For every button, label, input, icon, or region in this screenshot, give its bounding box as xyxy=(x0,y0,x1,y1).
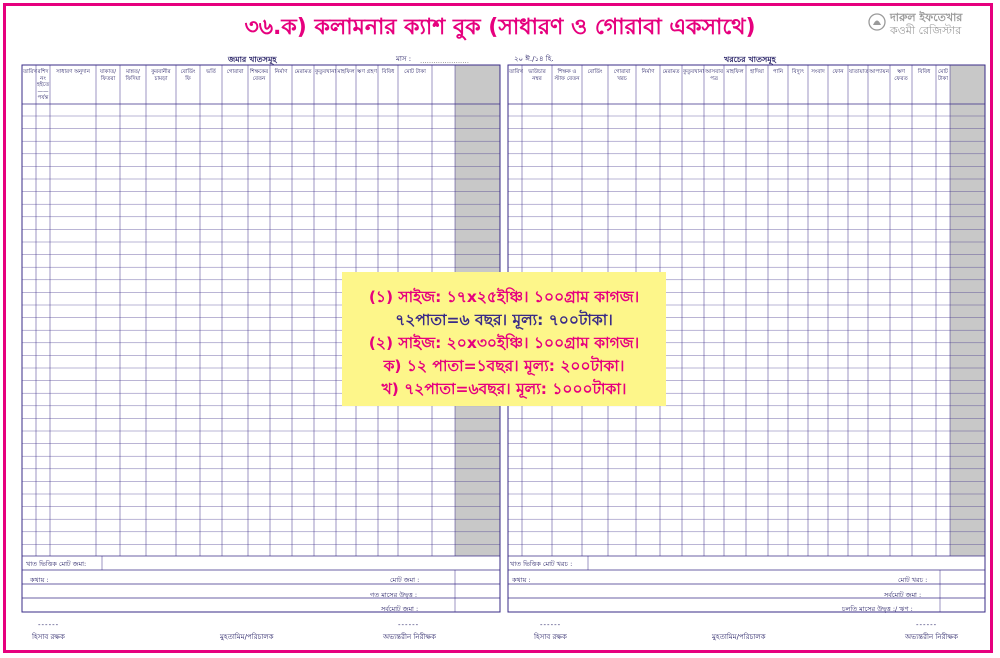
right-column-header: ফোন xyxy=(832,69,844,75)
right-footer-total-label: খাত ভিত্তিক মোট খরচ : xyxy=(510,560,573,568)
right-column-header: পানি xyxy=(772,69,784,75)
right-column-header: আপ্যায়ন xyxy=(869,69,889,75)
sig-auditor-left: অভ্যন্তরীন নিরীক্ষক xyxy=(383,633,436,641)
right-column-header: ভাউচার নম্বর xyxy=(528,69,546,82)
right-column-header: মেরামত xyxy=(662,69,680,75)
left-column-header: যাকাত/ ফিতরা xyxy=(99,69,117,82)
offer-line-2: ৭২পাতা=৬ বছর। মূল্য: ৭০০টাকা। xyxy=(395,311,613,329)
sig-auditor-right: অভ্যন্তরীন নিরীক্ষক xyxy=(905,633,958,641)
right-column-header: বোর্ডিং xyxy=(587,69,603,75)
price-offer-box xyxy=(342,272,666,406)
left-column-header: বোর্ডিং ফি xyxy=(180,69,196,82)
offer-line-5: খ) ৭২পাতা=৬বছর। মূল্য: ১০০০টাকা। xyxy=(381,380,627,398)
left-column-header: শিক্ষকের বেতন xyxy=(249,69,269,82)
left-column-header: মেরামত xyxy=(294,69,312,75)
right-column-header: তারিখ xyxy=(509,69,523,75)
left-column-header: ভর্তি xyxy=(206,69,216,75)
right-column-header: বিদ্যুৎ xyxy=(791,69,805,75)
left-column-header: তারিখ xyxy=(23,69,37,75)
right-column-header: সংবাদ xyxy=(811,69,825,75)
offer-line-4: ক) ১২ পাতা=১বছর। মূল্য: ২০০টাকা। xyxy=(383,357,625,375)
month-dotted-line: ...................... xyxy=(420,57,469,65)
right-column-header: বিবিধ xyxy=(917,69,931,75)
sig-dash-right-3: ------ xyxy=(916,621,938,629)
right-column-header: যাতায়াত xyxy=(849,69,869,75)
left-column-header: নির্মাণ xyxy=(274,69,288,75)
sig-dash-left-1: ------ xyxy=(38,621,60,629)
left-column-header: বিবিধ xyxy=(381,69,395,75)
right-section-title: খরচের খাতসমূহ xyxy=(724,55,776,64)
right-column-header: নির্মাণ xyxy=(641,69,655,75)
offer-line-1: (১) সাইজ: ১৭x২৫ইঞ্চি। ১০০গ্রাম কাগজ। xyxy=(368,288,640,306)
sig-dash-right-1: ------ xyxy=(540,621,562,629)
left-column-header: মান্নত/ ফিদিয়া xyxy=(125,69,141,82)
left-footer-total-label: খাত ভিত্তিক মোট জমা: xyxy=(26,560,87,568)
left-column-header: গোরাবা xyxy=(226,69,244,75)
right-column-header: ঋণ ফেরত xyxy=(894,69,908,82)
left-column-header: ঋণ গ্রহণ xyxy=(357,69,377,75)
right-column-header: গোরাবা খরচ xyxy=(613,69,631,82)
left-column-header: কুরবানীর চামড়া xyxy=(151,69,171,82)
sig-dash-left-3: ------ xyxy=(398,621,420,629)
right-total-label: মোট খরচ : xyxy=(898,576,928,584)
right-total-column-shade xyxy=(950,65,985,556)
left-month-label: মাস : xyxy=(396,55,412,63)
left-column-header: মাহফিল xyxy=(337,69,355,75)
left-grand-total-label: সর্বমোট জমা : xyxy=(381,605,419,613)
right-balance-label: চলতি মাসের উদ্বৃত্ত :/ ঋণ : xyxy=(842,605,913,613)
sig-director-left: মুহতামিম/পরিচালক xyxy=(220,633,274,641)
right-column-header: আসবাব পত্র xyxy=(705,69,723,82)
sig-accountant-left: হিসাব রক্ষক xyxy=(32,633,65,641)
offer-line-3: (২) সাইজ: ২০x৩০ইঞ্চি। ১০০গ্রাম কাগজ। xyxy=(368,334,640,352)
right-column-header: হাদিয়া xyxy=(750,69,764,75)
right-column-header: মাহফিল xyxy=(726,69,744,75)
right-column-header: মোট টাকা xyxy=(937,69,949,82)
left-column-header: মোট টাকা xyxy=(404,69,426,75)
left-column-header: সাধারণ অনুদান xyxy=(56,69,90,75)
left-column-header: কুতুবখানা xyxy=(315,69,337,75)
sig-director-right: মুহতামিম/পরিচালক xyxy=(712,633,766,641)
left-section-title: জমার খাতসমূহ xyxy=(228,55,277,64)
left-words-label: কথায় : xyxy=(30,576,49,584)
right-column-header: কুতুবখানা xyxy=(683,69,705,75)
page-title: ৩৬.ক) কলামনার ক্যাশ বুক (সাধারণ ও গোরাবা একসাথে) xyxy=(244,15,756,40)
right-date-label: ২০ ঈ./১৪ হি. xyxy=(514,55,554,63)
brand-subtitle: কওমী রেজিস্টার xyxy=(890,24,962,37)
sig-accountant-right: হিসাব রক্ষক xyxy=(534,633,567,641)
right-grand-total-label: সর্বমোট জমা : xyxy=(884,591,922,599)
left-prev-balance-label: গত মাসের উদ্বৃত্ত : xyxy=(370,591,418,599)
left-column-header: রশিদ নং হইতে —— পর্যন্ত xyxy=(37,69,50,101)
right-column-header: শিক্ষক ও স্টাফ বেতন xyxy=(554,69,580,82)
brand-name: দারুল ইফতেখার xyxy=(890,11,963,24)
left-total-label: মোট জমা : xyxy=(390,576,420,584)
right-words-label: কথায় : xyxy=(512,576,531,584)
